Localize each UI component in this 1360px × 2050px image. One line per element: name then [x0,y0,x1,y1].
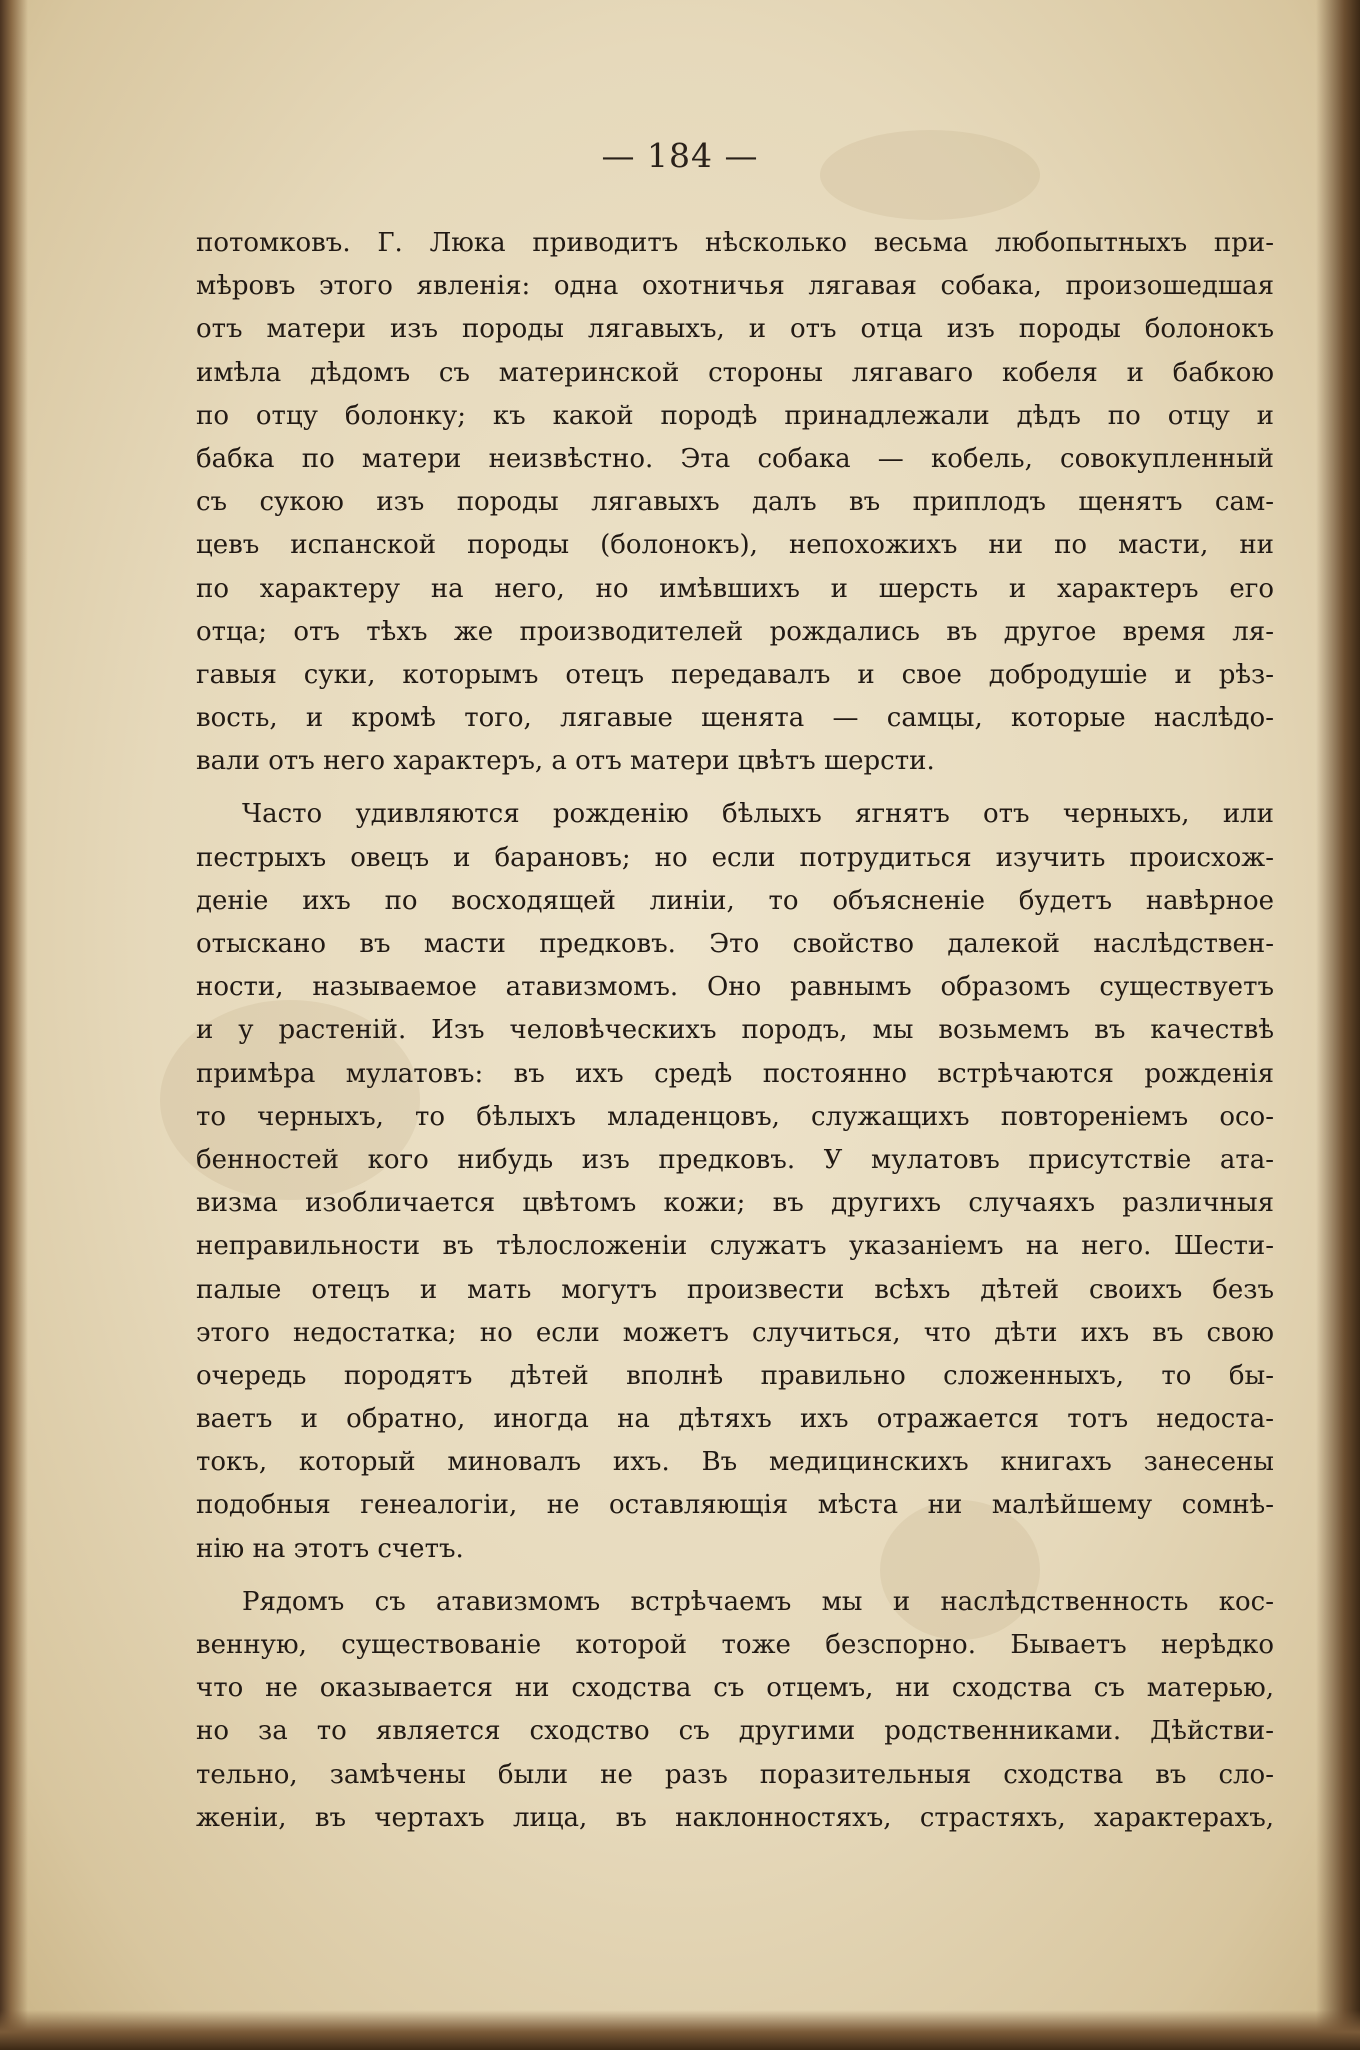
text-line: токъ, который миновалъ ихъ. Въ медицинскихъ книгахъ занесены [196,1447,1274,1478]
text-line: этого недостатка; но если можетъ случиться, что дѣти ихъ въ свою [196,1317,1274,1348]
text-line: отца; отъ тѣхъ же производителей рождались въ другое время ля- [196,616,1274,647]
text-line: венную, существованіе которой тоже безспорно. Бываетъ нерѣдко [196,1630,1274,1660]
text-line: женіи, въ чертахъ лица, въ наклонностяхъ, страстяхъ, характерахъ, [196,1802,1274,1833]
text-line: имѣла дѣдомъ съ материнской стороны лягаваго кобеля и бабкою [196,357,1274,388]
paragraph-2 [196,793,1274,1570]
text-line: деніе ихъ по восходящей линіи, то объясненіе будетъ навѣрное [196,885,1274,916]
text-line: очередь породятъ дѣтей вполнѣ правильно сложенныхъ, то бы- [196,1360,1274,1391]
text-line: цевъ испанской породы (болонокъ), непохожихъ ни по масти, ни [196,530,1274,561]
text-line: отыскано въ масти предковъ. Это свойство далекой наслѣдствен- [196,929,1274,959]
text-line: потомковъ. Г. Люка приводитъ нѣсколько весьма любопытныхъ при- [196,228,1274,258]
text-line: вали отъ него характеръ, а отъ матери цвѣтъ шерсти. [196,746,935,777]
text-line: отъ матери изъ породы лягавыхъ, и отъ отца изъ породы болонокъ [196,314,1274,345]
text-line: Часто удивляются рожденію бѣлыхъ ягнятъ отъ черныхъ, или [242,799,1274,830]
body-text [196,222,1274,1840]
text-line: нію на этотъ счетъ. [196,1533,464,1564]
paragraph-3 [196,1581,1274,1840]
page-edge-bottom [0,2010,1360,2050]
text-line: бенностей кого нибудь изъ предковъ. У мулатовъ присутствіе ата- [196,1144,1274,1175]
text-line: по характеру на него, но имѣвшихъ и шерсть и характеръ его [196,573,1274,604]
page-edge-right [1316,0,1360,2050]
page-edge-left [0,0,28,2050]
paragraph-gap [196,1571,1274,1581]
text-line: пестрыхъ овецъ и барановъ; но если потрудиться изучить происхож- [196,842,1274,873]
text-line: визма изобличается цвѣтомъ кожи; въ другихъ случаяхъ различныя [196,1188,1274,1219]
text-line: что не оказывается ни сходства съ отцемъ, ни сходства съ матерью, [196,1673,1274,1704]
text-line: и у растеній. Изъ человѣческихъ породъ, мы возьмемъ въ качествѣ [196,1015,1274,1046]
text-line: съ сукою изъ породы лягавыхъ далъ въ приплодъ щенятъ сам- [196,487,1274,518]
text-line: ваетъ и обратно, иногда на дѣтяхъ ихъ отражается тотъ недоста- [196,1404,1274,1435]
text-line: вость, и кромѣ того, лягавые щенята — самцы, которые наслѣдо- [196,703,1274,734]
text-line: бабка по матери неизвѣстно. Эта собака — кобель, совокупленный [196,443,1274,474]
text-line: то черныхъ, то бѣлыхъ младенцовъ, служащихъ повтореніемъ осо- [196,1101,1274,1132]
text-line: тельно, замѣчены были не разъ поразительныя сходства въ сло- [196,1759,1274,1790]
text-line: ности, называемое атавизмомъ. Оно равнымъ образомъ существуетъ [196,972,1274,1003]
text-line: палые отецъ и мать могутъ произвести всѣхъ дѣтей своихъ безъ [196,1274,1274,1305]
page-number: — 184 — [601,136,759,175]
text-line: но за то является сходство съ другими родственниками. Дѣйстви- [196,1716,1274,1747]
text-line: подобныя генеалогіи, не оставляющія мѣста ни малѣйшему сомнѣ- [196,1490,1274,1521]
text-line: мѣровъ этого явленія: одна охотничья лягавая собака, произошедшая [196,271,1274,302]
text-line: по отцу болонку; къ какой породѣ принадлежали дѣдъ по отцу и [196,400,1274,431]
text-line: Рядомъ съ атавизмомъ встрѣчаемъ мы и наслѣдственность кос- [242,1586,1274,1617]
text-line: гавыя суки, которымъ отецъ передавалъ и свое добродушіе и рѣз- [196,659,1274,690]
paragraph-gap [196,783,1274,793]
text-line: примѣра мулатовъ: въ ихъ средѣ постоянно встрѣчаются рожденія [196,1058,1274,1089]
text-line: неправильности въ тѣлосложеніи служатъ указаніемъ на него. Шести- [196,1231,1274,1262]
paragraph-1 [196,222,1274,783]
